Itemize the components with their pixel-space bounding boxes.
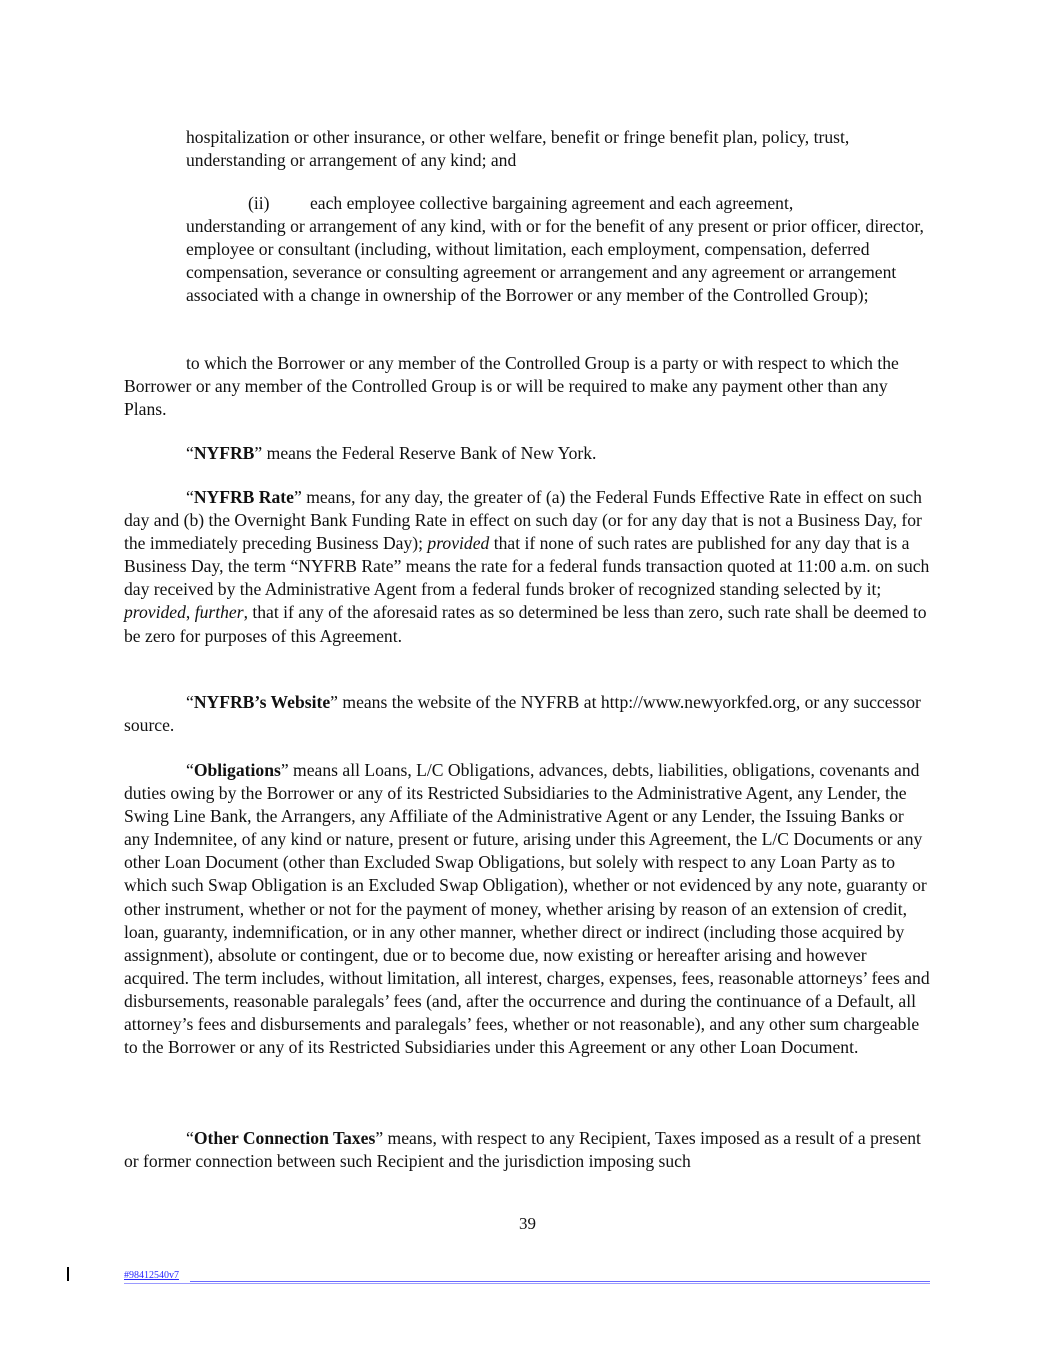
definition-nyfrb-website: “NYFRB’s Website” means the website of the NYFRB at http://www.newyorkfed.org, or any successor source. — [124, 692, 921, 736]
document-id: #98412540v7 — [124, 1270, 179, 1281]
page-number: 39 — [519, 1214, 536, 1233]
definition-other-connection-taxes: “Other Connection Taxes” means, with respect to any Recipient, Taxes imposed as a result of a present or former connection between such Recipient and the jurisdiction imposing such — [124, 1128, 921, 1172]
subclause-first-line: each employee collective bargaining agreement and each agreement, — [310, 193, 794, 213]
paragraph-subclause-ii — [186, 192, 926, 307]
subclause-body: understanding or arrangement of any kind, with or for the benefit of any present or prior officer, director, employee or consultant (including, without limitation, each employment, compensation, deferred compensation, severance or consulting agreement or arrangement and any agreement or arrangement associated with a change in ownership of the Borrower or any member of the Controlled Group); — [186, 216, 924, 306]
definition-nyfrb-rate: “NYFRB Rate” means, for any day, the greater of (a) the Federal Funds Effective Rate in effect on such day and (b) the Overnight Bank Funding Rate in effect on such day (or for any day that is not a Business Day, for the immediately preceding Business Day); provided that if none of such rates are published for any day that is a Business Day, the term “NYFRB Rate” means the rate for a federal funds transaction quoted at 11:00 a.m. on such day received by the Administrative Agent from a federal funds broker of recognized standing selected by it; provided, further, that if any of the aforesaid rates as so determined be less than zero, such rate shall be deemed to be zero for purposes of this Agreement. — [124, 487, 930, 646]
paragraph-continuation: hospitalization or other insurance, or other welfare, benefit or fringe benefit plan, policy, trust, understanding or arrangement of any kind; and — [186, 127, 850, 171]
definition-obligations: “Obligations” means all Loans, L/C Obligations, advances, debts, liabilities, obligations, covenants and duties owing by the Borrower or any of its Restricted Subsidiaries to the Administrative Agent, any Lender, the Swing Line Bank, the Arrangers, any Affiliate of the Administrative Agent or any Lender, the Issuing Banks or any Indemnitee, of any kind or nature, present or future, arising under this Agreement, the L/C Documents or any other Loan Document (other than Excluded Swap Obligations, but solely with respect to any Loan Party as to which such Swap Obligation is an Excluded Swap Obligation), whether or not evidenced by any note, guaranty or other instrument, whether or not for the payment of money, whether arising by reason of an extension of credit, loan, guaranty, indemnification, or in any other manner, whether direct or indirect (including those acquired by assignment), absolute or contingent, due or to become due, now existing or hereafter arising and however acquired. The term includes, without limitation, all interest, charges, expenses, fees, reasonable attorneys’ fees and disbursements, reasonable paralegals’ fees (and, after the occurrence and during the continuance of a Default, all attorney’s fees and disbursements and paralegals’ fees, whether or not reasonable), and any other sum chargeable to the Borrower or any of its Restricted Subsidiaries under this Agreement or any other Loan Document. — [124, 760, 930, 1058]
footer-rule-2 — [124, 1283, 930, 1284]
revision-bar — [67, 1267, 69, 1281]
defined-term-nyfrb: NYFRB — [193, 443, 255, 463]
definition-nyfrb: “NYFRB” means the Federal Reserve Bank of New York. — [186, 443, 597, 463]
defined-term-other-connection-taxes: Other Connection Taxes — [193, 1128, 376, 1148]
subclause-number: (ii) — [248, 193, 270, 213]
paragraph-to-which: to which the Borrower or any member of the Controlled Group is a party or with respect to which the Borrower or any member of the Controlled Group is or will be required to make any payment other than any Plans. — [124, 353, 899, 420]
defined-term-nyfrb-website: NYFRB’s Website — [193, 692, 331, 712]
footer-rule — [190, 1281, 930, 1282]
defined-term-nyfrb-rate: NYFRB Rate — [193, 487, 294, 507]
defined-term-obligations: Obligations — [193, 760, 281, 780]
